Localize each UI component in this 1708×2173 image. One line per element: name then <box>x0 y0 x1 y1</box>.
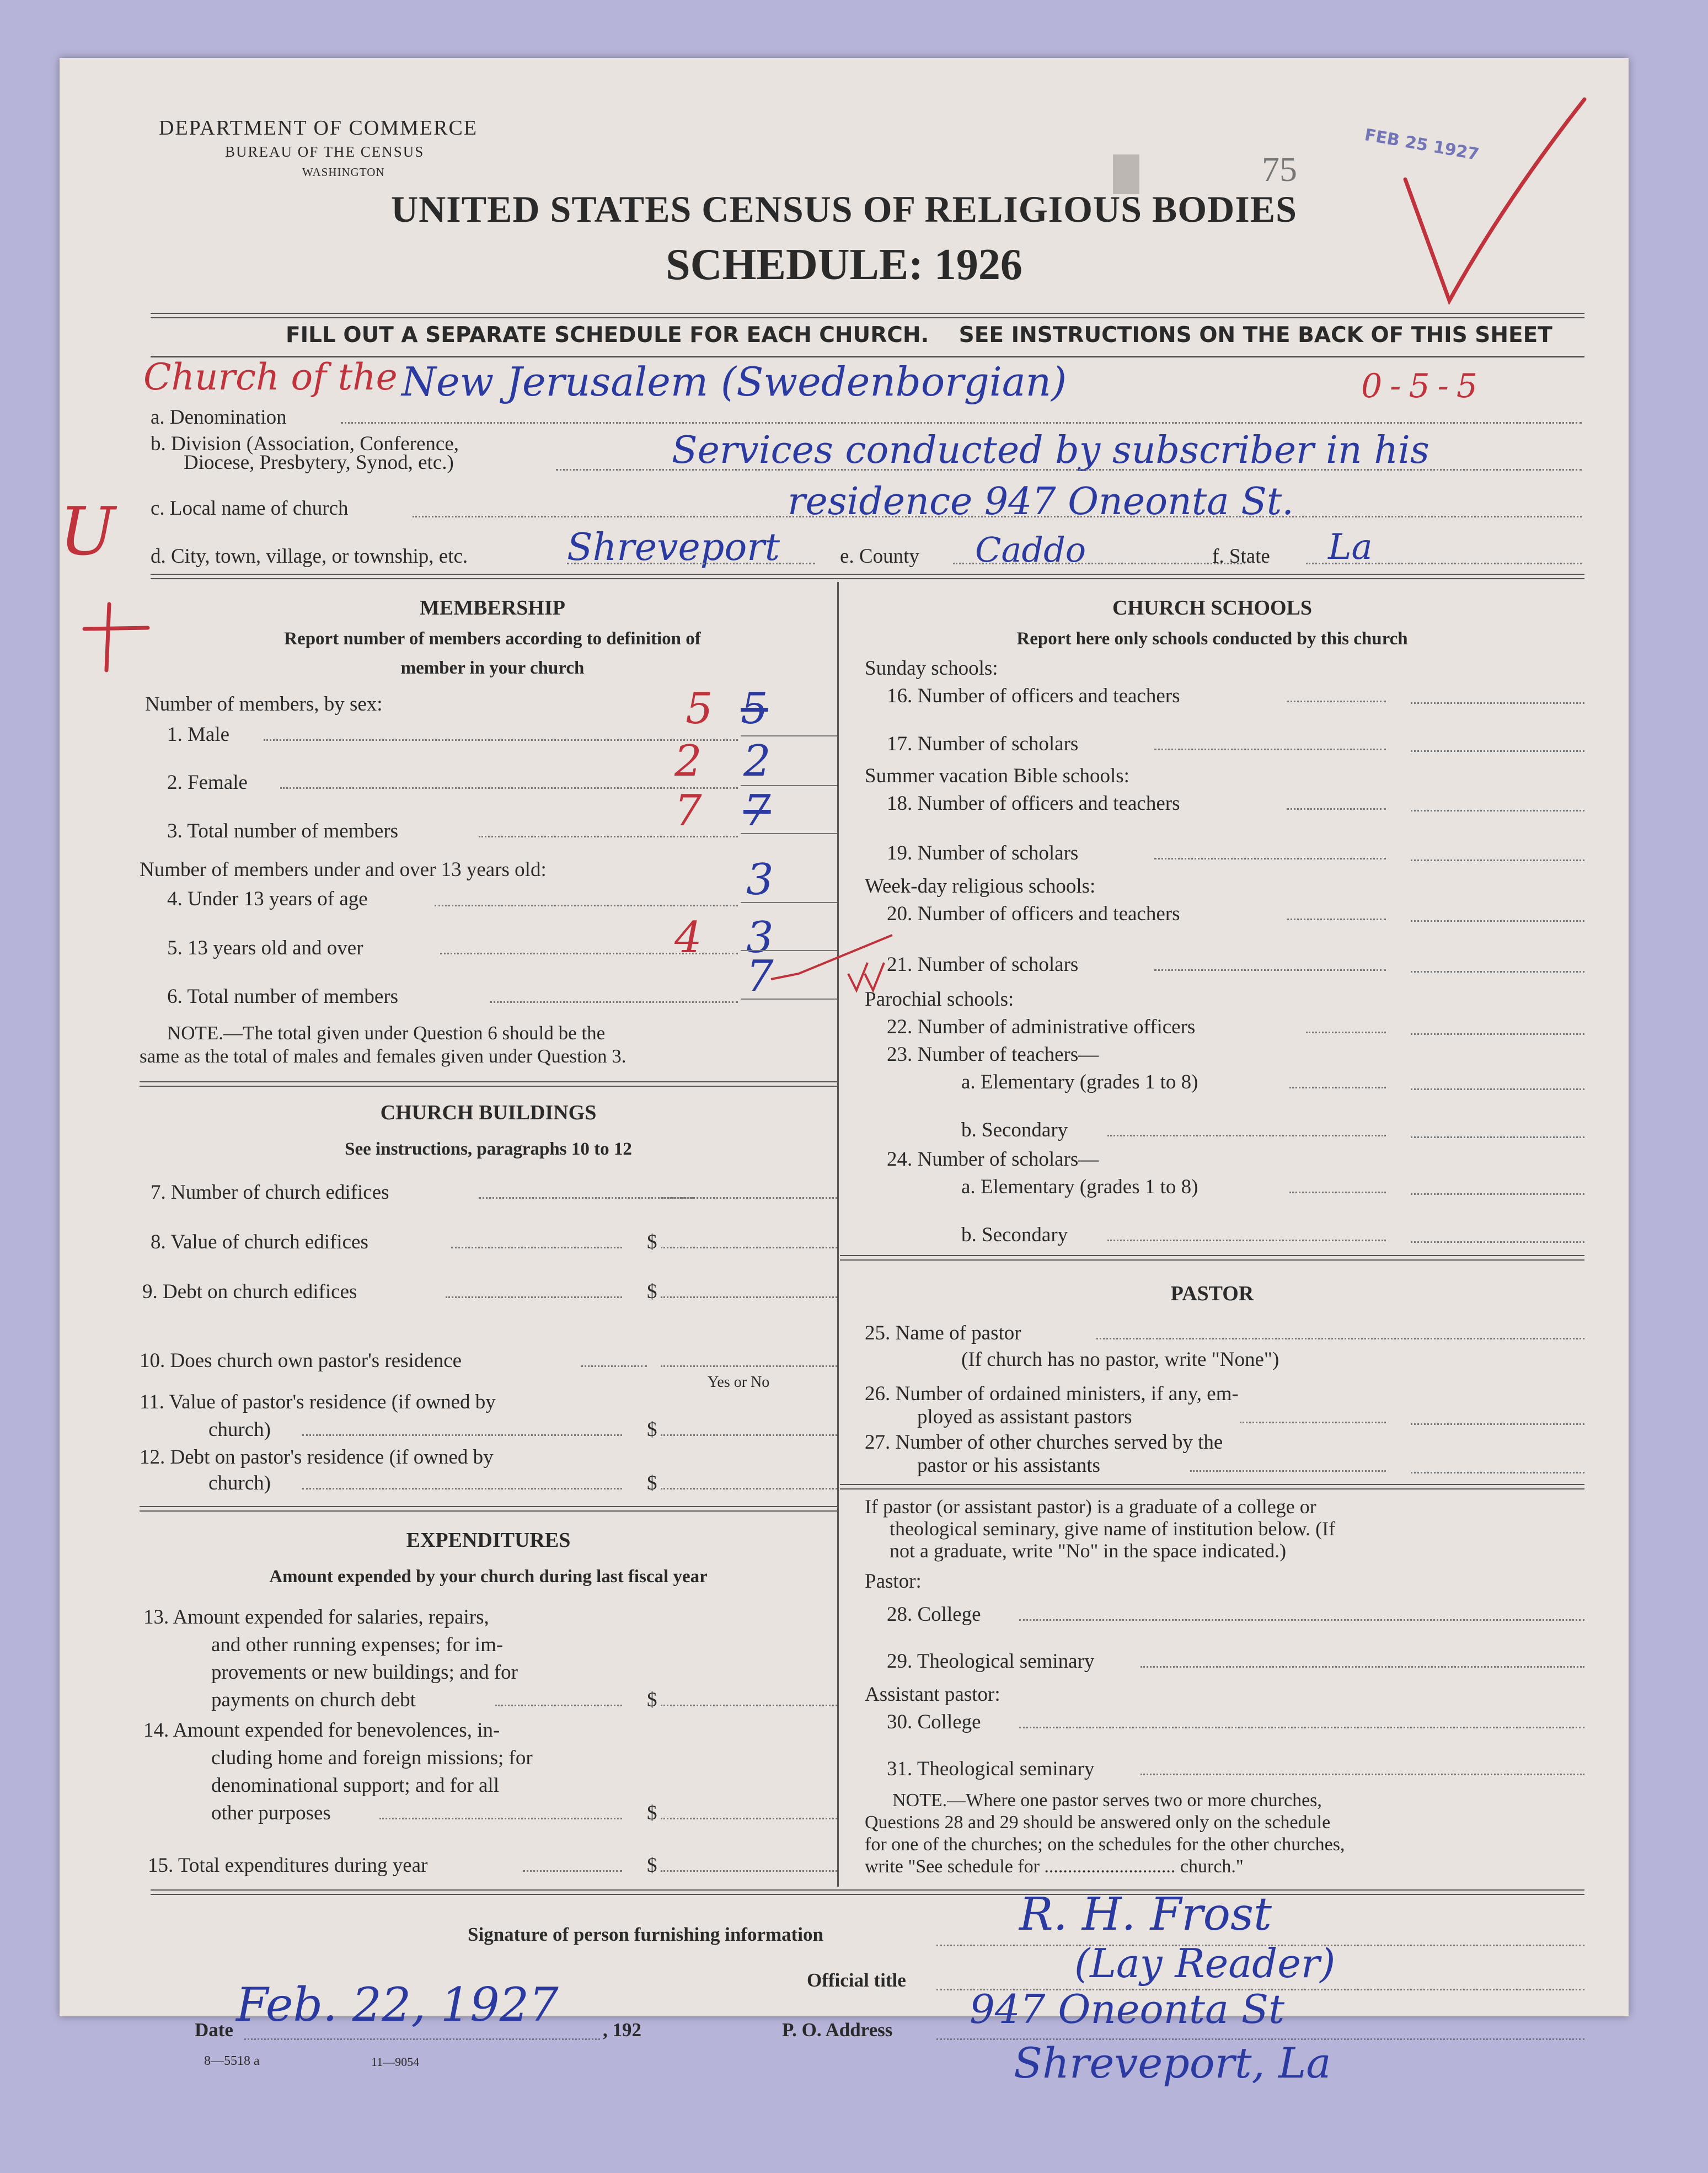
male-value: 5 <box>741 684 768 734</box>
pastor-education-label: Pastor: <box>865 1570 922 1593</box>
form-number: 8—5518 a <box>204 2054 260 2068</box>
denomination-label: a. Denomination <box>151 406 287 429</box>
sunday-schools-label: Sunday schools: <box>865 657 998 680</box>
divider <box>140 1506 837 1512</box>
assistant-pastors-leader <box>1240 1422 1386 1423</box>
state-label: f. State <box>1212 545 1270 568</box>
summer-officers-field[interactable] <box>1411 810 1584 811</box>
edifices-debt-field[interactable] <box>661 1296 837 1298</box>
teachers-elementary-field[interactable] <box>1411 1088 1584 1090</box>
benevolences-label-4: other purposes <box>211 1802 331 1824</box>
graduate-instruction-2: theological seminary, give name of institution below. (If <box>890 1518 1336 1540</box>
edifices-value-leader <box>451 1247 622 1248</box>
weekday-officers-field[interactable] <box>1411 920 1584 922</box>
weekday-scholars-leader <box>1154 969 1386 971</box>
schools-title: CHURCH SCHOOLS <box>1112 596 1313 620</box>
column-divider <box>837 582 839 1887</box>
male-label: 1. Male <box>167 723 230 746</box>
administrative-officers-label: 22. Number of administrative officers <box>887 1016 1196 1038</box>
owns-residence-label: 10. Does church own pastor's residence <box>140 1349 462 1372</box>
denomination-prefix-handwriting: Church of the <box>143 356 398 398</box>
state-handwriting: La <box>1328 527 1373 568</box>
edifices-value-label: 8. Value of church edifices <box>151 1231 368 1253</box>
assistant-college-field[interactable] <box>1019 1727 1584 1728</box>
division-label-1: b. Division (Association, Conference, <box>151 433 459 455</box>
divider <box>840 1484 1584 1489</box>
denomination-field[interactable] <box>341 422 1582 424</box>
sunday-officers-leader <box>1287 701 1386 702</box>
edifices-count-label: 7. Number of church edifices <box>151 1181 389 1204</box>
divider <box>140 1081 837 1087</box>
division-field[interactable] <box>556 469 1582 471</box>
dollar-sign: $ <box>647 1418 657 1441</box>
membership-subtitle-1: Report number of members according to definition of <box>284 629 701 649</box>
assistant-seminary-label: 31. Theological seminary <box>887 1758 1095 1780</box>
pastor-seminary-label: 29. Theological seminary <box>887 1650 1095 1673</box>
residence-value-label-1: 11. Value of pastor's residence (if owned by <box>140 1391 496 1413</box>
divider <box>151 1889 1584 1895</box>
teachers-label: 23. Number of teachers— <box>887 1043 1099 1066</box>
female-value: 2 <box>743 736 771 786</box>
date-year-suffix: , 192 <box>603 2019 641 2041</box>
total-by-age-leader <box>490 1001 738 1003</box>
scholars-elementary-leader <box>1289 1192 1386 1193</box>
dollar-sign: $ <box>647 1689 657 1711</box>
dollar-sign: $ <box>647 1231 657 1253</box>
expenditures-title: EXPENDITURES <box>406 1529 571 1552</box>
membership-note-1: NOTE.—The total given under Question 6 should be the <box>167 1022 606 1044</box>
summer-officers-label: 18. Number of officers and teachers <box>887 792 1180 815</box>
residence-debt-label-2: church) <box>208 1472 271 1494</box>
pastor-note-3: for one of the churches; on the schedules for the other churches, <box>865 1834 1345 1855</box>
total-members-red-value: 7 <box>674 786 702 836</box>
residence-value-label-2: church) <box>208 1418 271 1441</box>
summer-scholars-field[interactable] <box>1411 859 1584 861</box>
pastor-note-2: Questions 28 and 29 should be answered only on the schedule <box>865 1812 1331 1833</box>
signature-label: Signature of person furnishing information <box>468 1924 823 1945</box>
total-by-age-field[interactable] <box>741 999 837 1000</box>
pastor-title: PASTOR <box>1170 1282 1254 1305</box>
pastor-name-field[interactable] <box>1096 1338 1584 1339</box>
graduate-instruction-1: If pastor (or assistant pastor) is a graduate of a college or <box>865 1496 1316 1518</box>
total-expenditures-field[interactable] <box>661 1870 837 1872</box>
dollar-sign: $ <box>647 1472 657 1494</box>
owns-residence-leader <box>581 1365 647 1367</box>
page-title: UNITED STATES CENSUS OF RELIGIOUS BODIES <box>391 188 1297 230</box>
edifices-debt-label: 9. Debt on church edifices <box>142 1280 357 1303</box>
total-members-label: 3. Total number of members <box>167 820 399 842</box>
date-label: Date <box>195 2019 233 2041</box>
teachers-secondary-field[interactable] <box>1411 1136 1584 1138</box>
benevolences-label-2: cluding home and foreign missions; for <box>211 1747 533 1769</box>
date-received-stamp: FEB 25 1927 <box>1363 125 1481 164</box>
official-title-handwriting: (Lay Reader) <box>1074 1940 1336 1987</box>
benevolences-leader <box>379 1818 622 1819</box>
summer-schools-label: Summer vacation Bible schools: <box>865 765 1129 787</box>
local-name-label: c. Local name of church <box>151 497 349 520</box>
date-handwriting: Feb. 22, 1927 <box>236 1978 559 2032</box>
under-13-value: 3 <box>746 855 774 905</box>
scholars-label: 24. Number of scholars— <box>887 1148 1099 1171</box>
teachers-secondary-leader <box>1107 1135 1386 1136</box>
total-members-leader <box>479 836 738 837</box>
over-13-red-value: 4 <box>674 913 702 963</box>
running-expenses-label-2: and other running expenses; for im- <box>211 1633 504 1656</box>
county-label: e. County <box>840 545 919 568</box>
scholars-secondary-label: b. Secondary <box>961 1224 1068 1246</box>
teachers-secondary-label: b. Secondary <box>961 1119 1068 1141</box>
expenditures-subtitle: Amount expended by your church during last fiscal year <box>269 1567 708 1587</box>
pastor-college-label: 28. College <box>887 1603 981 1626</box>
total-members-field[interactable] <box>741 833 837 834</box>
city-handwriting: Shreveport <box>567 526 780 569</box>
county-field[interactable] <box>953 563 1245 564</box>
weekday-schools-label: Week-day religious schools: <box>865 875 1096 898</box>
red-plus-icon <box>79 601 151 673</box>
total-members-value: 7 <box>743 786 771 836</box>
margin-u-mark: U <box>60 494 116 570</box>
weekday-scholars-field[interactable] <box>1411 971 1584 973</box>
divider <box>840 1255 1584 1261</box>
benevolences-label-3: denominational support; and for all <box>211 1774 499 1797</box>
buildings-title: CHURCH BUILDINGS <box>380 1101 597 1124</box>
by-age-label: Number of members under and over 13 years old: <box>140 858 547 881</box>
under-13-field[interactable] <box>741 902 837 903</box>
running-expenses-label-3: provements or new buildings; and for <box>211 1661 518 1684</box>
assistant-education-label: Assistant pastor: <box>865 1683 1000 1706</box>
running-expenses-label-1: 13. Amount expended for salaries, repairs, <box>143 1606 489 1629</box>
scholars-elementary-label: a. Elementary (grades 1 to 8) <box>961 1176 1198 1198</box>
division-handwriting: Services conducted by subscriber in his <box>672 429 1429 472</box>
division-label-2: Diocese, Presbytery, Synod, etc.) <box>184 451 454 474</box>
running-expenses-label-4: payments on church debt <box>211 1689 416 1711</box>
residence-value-leader <box>302 1434 622 1436</box>
divider <box>151 313 1584 318</box>
membership-note-2: same as the total of males and females given under Question 3. <box>140 1045 627 1067</box>
dollar-sign: $ <box>647 1854 657 1877</box>
city-field[interactable] <box>567 563 815 564</box>
other-churches-label-1: 27. Number of other churches served by the <box>865 1431 1223 1454</box>
summer-scholars-leader <box>1154 858 1386 859</box>
edifices-debt-leader <box>446 1296 622 1298</box>
denomination-handwriting: New Jerusalem (Swedenborgian) <box>401 359 1067 405</box>
running-expenses-leader <box>495 1705 622 1706</box>
assistant-pastors-label-2: ployed as assistant pastors <box>917 1406 1132 1428</box>
total-by-age-value: 7 <box>746 952 774 1001</box>
assistant-seminary-field[interactable] <box>1141 1774 1584 1775</box>
print-number: 11—9054 <box>371 2055 420 2069</box>
sunday-officers-field[interactable] <box>1411 702 1584 704</box>
sunday-officers-label: 16. Number of officers and teachers <box>887 685 1180 707</box>
male-leader <box>264 739 738 741</box>
summer-officers-leader <box>1287 808 1386 810</box>
assistant-college-label: 30. College <box>887 1711 981 1733</box>
residence-debt-label-1: 12. Debt on pastor's residence (if owned by <box>140 1446 494 1469</box>
residence-debt-leader <box>302 1488 622 1489</box>
other-churches-label-2: pastor or his assistants <box>917 1454 1100 1477</box>
scholars-secondary-field[interactable] <box>1411 1241 1584 1243</box>
county-handwriting: Caddo <box>975 530 1086 570</box>
local-name-field[interactable] <box>413 516 1582 517</box>
assistant-pastors-label-1: 26. Number of ordained ministers, if any, em- <box>865 1382 1239 1405</box>
weekday-officers-leader <box>1287 919 1386 920</box>
scholars-elementary-field[interactable] <box>1411 1193 1584 1195</box>
divider <box>151 574 1584 579</box>
local-name-handwriting: residence 947 Oneonta St. <box>788 480 1294 524</box>
weekday-scholars-label: 21. Number of scholars <box>887 953 1079 976</box>
under-13-leader <box>435 905 738 906</box>
female-red-value: 2 <box>674 736 702 786</box>
address-handwriting-1: 947 Oneonta St <box>970 1986 1285 2032</box>
male-red-value: 5 <box>686 684 713 734</box>
bureau-line: BUREAU OF THE CENSUS <box>225 143 425 160</box>
total-expenditures-leader <box>523 1870 622 1872</box>
over-13-value: 3 <box>746 913 774 963</box>
po-address-label: P. O. Address <box>782 2019 893 2041</box>
sunday-scholars-leader <box>1154 749 1386 750</box>
assistant-pastors-field[interactable] <box>1411 1423 1584 1425</box>
running-expenses-field[interactable] <box>661 1705 837 1706</box>
total-expenditures-label: 15. Total expenditures during year <box>148 1854 428 1877</box>
washington-line: WASHINGTON <box>302 165 385 179</box>
owns-residence-field[interactable] <box>661 1365 837 1367</box>
other-churches-field[interactable] <box>1411 1472 1584 1473</box>
signature-handwriting: R. H. Frost <box>1019 1888 1272 1941</box>
buildings-subtitle: See instructions, paragraphs 10 to 12 <box>345 1139 632 1159</box>
graduate-instruction-3: not a graduate, write "No" in the space indicated.) <box>890 1540 1287 1562</box>
female-label: 2. Female <box>167 771 248 794</box>
pastor-name-label: 25. Name of pastor <box>865 1322 1021 1344</box>
by-sex-label: Number of members, by sex: <box>145 693 383 716</box>
address-handwriting-2: Shreveport, La <box>1014 2038 1331 2087</box>
membership-subtitle-2: member in your church <box>400 658 585 678</box>
parochial-schools-label: Parochial schools: <box>865 988 1014 1011</box>
teachers-elementary-leader <box>1289 1087 1386 1088</box>
residence-debt-field[interactable] <box>661 1488 837 1489</box>
official-title-label: Official title <box>807 1969 906 1991</box>
pastor-note-1: NOTE.—Where one pastor serves two or more churches, <box>892 1790 1322 1811</box>
department-line: DEPARTMENT OF COMMERCE <box>159 116 478 140</box>
code-handwriting: 0-5-5 <box>1361 367 1486 405</box>
yes-or-no-hint: Yes or No <box>708 1374 770 1391</box>
pastor-name-note: (If church has no pastor, write "None") <box>961 1348 1279 1371</box>
female-leader <box>280 787 738 789</box>
administrative-officers-leader <box>1306 1032 1386 1033</box>
pastor-seminary-field[interactable] <box>1141 1666 1584 1668</box>
edifices-count-field[interactable] <box>661 1197 837 1199</box>
census-schedule-page <box>60 58 1629 2087</box>
scholars-secondary-leader <box>1107 1240 1386 1241</box>
weekday-officers-label: 20. Number of officers and teachers <box>887 903 1180 925</box>
over-13-label: 5. 13 years old and over <box>167 937 363 959</box>
residence-value-field[interactable] <box>661 1434 837 1436</box>
total-by-age-label: 6. Total number of members <box>167 985 399 1008</box>
administrative-officers-field[interactable] <box>1411 1033 1584 1035</box>
summer-scholars-label: 19. Number of scholars <box>887 842 1079 864</box>
other-churches-leader <box>1190 1470 1386 1472</box>
membership-title: MEMBERSHIP <box>420 596 565 620</box>
pastor-college-field[interactable] <box>1019 1619 1584 1621</box>
schedule-number: 75 <box>1262 150 1297 189</box>
instruction-line: FILL OUT A SEPARATE SCHEDULE FOR EACH CHURCH. SEE INSTRUCTIONS ON THE BACK OF THIS SHEET <box>286 323 1552 348</box>
under-13-label: 4. Under 13 years of age <box>167 888 368 910</box>
edifices-value-field[interactable] <box>661 1247 837 1248</box>
benevolences-label-1: 14. Amount expended for benevolences, in- <box>143 1719 500 1742</box>
sunday-scholars-field[interactable] <box>1411 750 1584 752</box>
sunday-scholars-label: 17. Number of scholars <box>887 733 1079 755</box>
schedule-year: SCHEDULE: 1926 <box>666 241 1022 289</box>
teachers-elementary-label: a. Elementary (grades 1 to 8) <box>961 1071 1198 1093</box>
benevolences-field[interactable] <box>661 1818 837 1819</box>
dollar-sign: $ <box>647 1280 657 1303</box>
state-field[interactable] <box>1306 563 1582 564</box>
city-label: d. City, town, village, or township, etc. <box>151 545 468 568</box>
dollar-sign: $ <box>647 1802 657 1824</box>
schools-subtitle: Report here only schools conducted by this church <box>1016 629 1408 649</box>
pastor-note-4: write "See schedule for ............................ church." <box>865 1856 1244 1877</box>
date-field[interactable] <box>244 2038 600 2040</box>
